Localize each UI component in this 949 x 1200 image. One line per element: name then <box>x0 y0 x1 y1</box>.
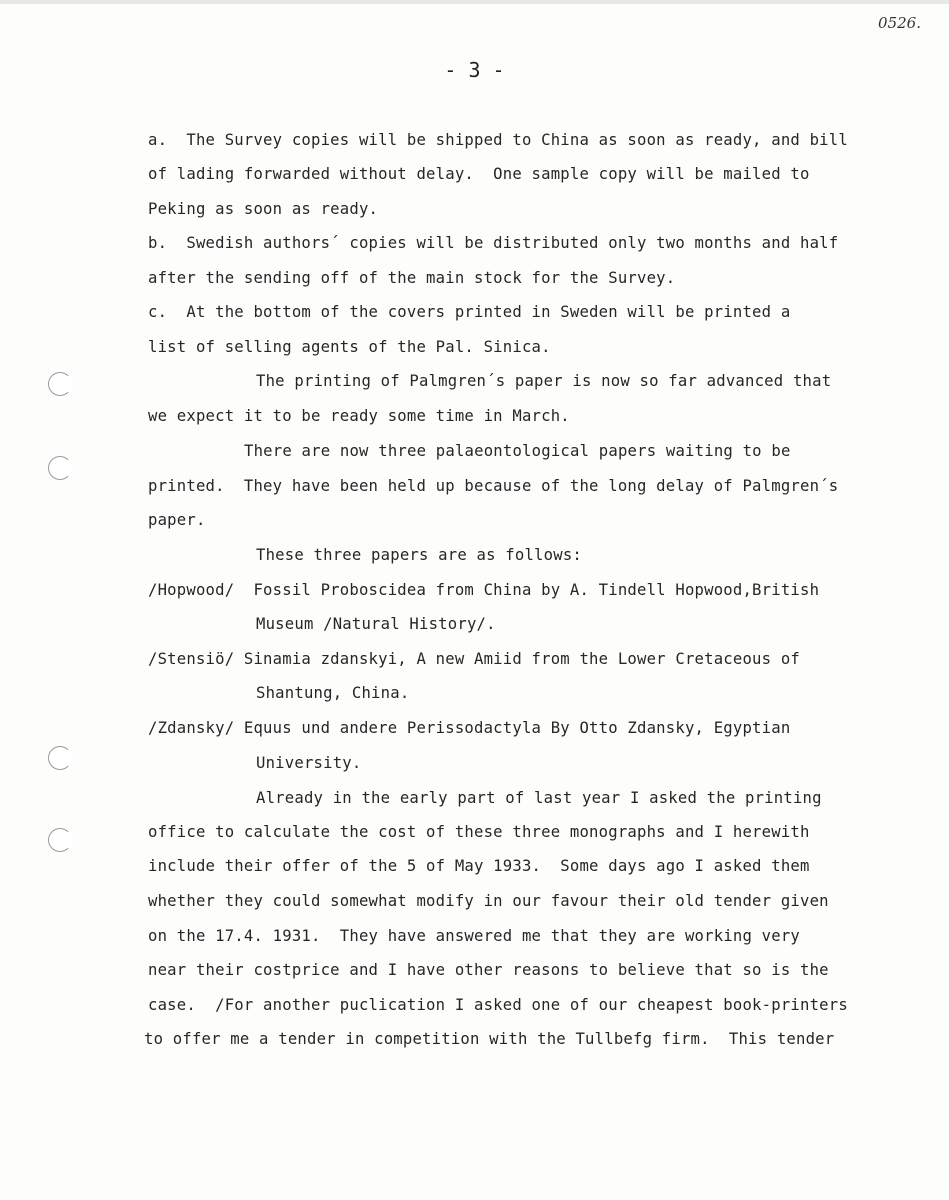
text-line: on the 17.4. 1931. They have answered me that they are working very <box>148 927 800 945</box>
page-top-edge <box>0 0 949 4</box>
punch-hole <box>48 828 72 852</box>
punch-hole <box>48 372 72 396</box>
text-line: University. <box>256 754 362 772</box>
text-line: /Hopwood/ Fossil Proboscidea from China by A. Tindell Hopwood,British <box>148 581 820 599</box>
text-line: b. Swedish authors´ copies will be distributed only two months and half <box>148 234 839 252</box>
text-line: near their costprice and I have other reasons to believe that so is the <box>148 961 829 979</box>
text-line: There are now three palaeontological papers waiting to be <box>244 442 791 460</box>
text-line: of lading forwarded without delay. One sample copy will be mailed to <box>148 165 810 183</box>
text-line: case. /For another puclication I asked one of our cheapest book-printers <box>148 996 848 1014</box>
text-line: Peking as soon as ready. <box>148 200 379 218</box>
text-line: a. The Survey copies will be shipped to China as soon as ready, and bill <box>148 131 848 149</box>
text-line: /Stensiö/ Sinamia zdanskyi, A new Amiid from the Lower Cretaceous of <box>148 650 800 668</box>
text-line: after the sending off of the main stock for the Survey. <box>148 269 676 287</box>
text-line: whether they could somewhat modify in our favour their old tender given <box>148 892 829 910</box>
text-line: /Zdansky/ Equus und andere Perissodactyla By Otto Zdansky, Egyptian <box>148 719 791 737</box>
archive-number: 0526. <box>878 14 921 32</box>
text-line: Museum /Natural History/. <box>256 615 496 633</box>
text-line: we expect it to be ready some time in March. <box>148 407 570 425</box>
text-line: office to calculate the cost of these three monographs and I herewith <box>148 823 810 841</box>
text-line: These three papers are as follows: <box>256 546 582 564</box>
text-line: paper. <box>148 511 206 529</box>
page-number: - 3 - <box>444 58 505 82</box>
text-line: Shantung, China. <box>256 684 410 702</box>
text-line: c. At the bottom of the covers printed in Sweden will be printed a <box>148 303 791 321</box>
text-line: to offer me a tender in competition with the Tullbefg firm. This tender <box>144 1030 835 1048</box>
text-line: include their offer of the 5 of May 1933. Some days ago I asked them <box>148 857 810 875</box>
text-line: printed. They have been held up because of the long delay of Palmgren´s <box>148 477 839 495</box>
punch-hole <box>48 746 72 770</box>
punch-hole <box>48 456 72 480</box>
text-line: list of selling agents of the Pal. Sinica. <box>148 338 551 356</box>
text-line: The printing of Palmgren´s paper is now so far advanced that <box>256 372 832 390</box>
text-line: Already in the early part of last year I asked the printing <box>256 789 822 807</box>
